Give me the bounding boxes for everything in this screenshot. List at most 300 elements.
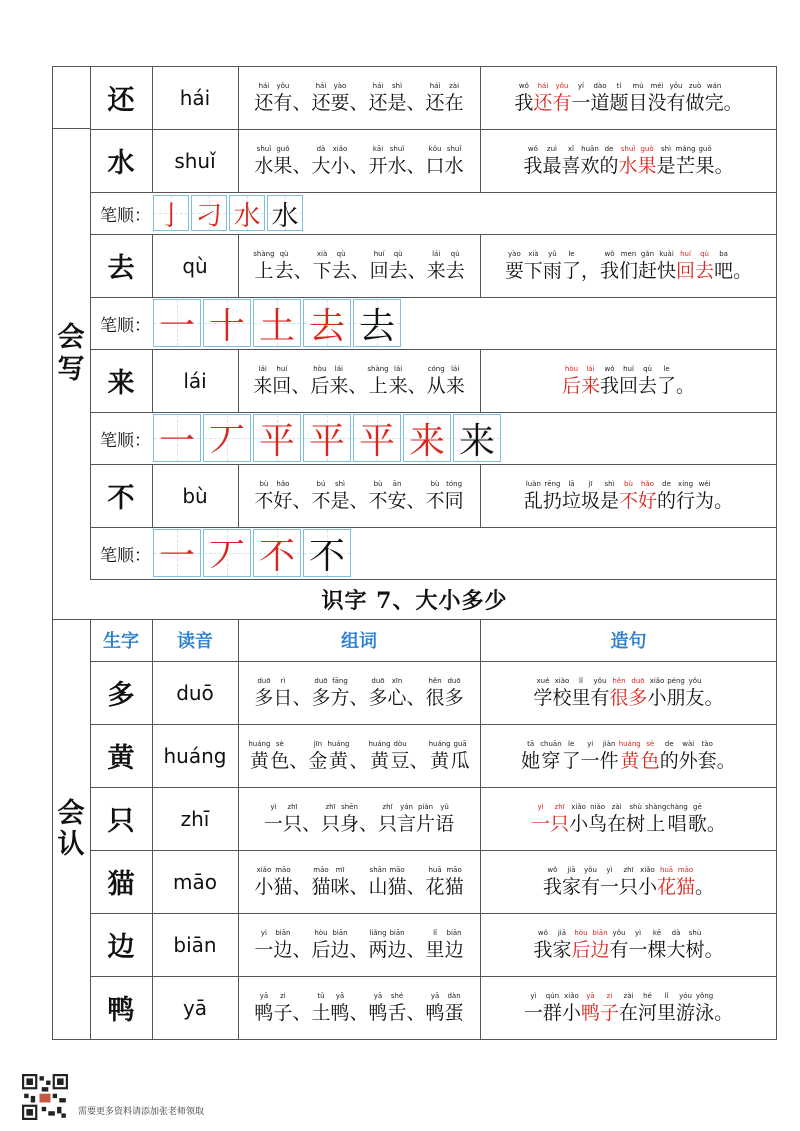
- ruby-char: [676, 991, 695, 1025]
- ruby-hanzi: 一: [531, 812, 551, 835]
- ruby-pinyin: wéi: [698, 479, 711, 488]
- ruby-hanzi: 黄: [620, 749, 640, 772]
- ruby-char: [600, 249, 619, 283]
- ruby-hanzi: 友: [685, 686, 705, 709]
- ruby-char: [426, 865, 445, 899]
- grid-line: [152, 619, 153, 1039]
- ruby-hanzi: 树: [685, 938, 705, 961]
- ruby-pinyin: xià: [316, 249, 328, 258]
- ruby-hanzi: 豆: [390, 749, 410, 772]
- ruby-hanzi: 回: [369, 259, 389, 282]
- ruby-pinyin: yì: [530, 991, 537, 1000]
- ruby-char: [445, 144, 464, 178]
- ruby-char: [552, 928, 571, 962]
- ruby-hanzi: 一: [628, 938, 648, 961]
- ruby-hanzi: 有: [666, 91, 686, 114]
- ruby-char: [600, 991, 619, 1025]
- ruby-pinyin: huí: [276, 364, 288, 373]
- ruby-hanzi: 吧: [714, 259, 734, 282]
- ruby-hanzi: 果: [273, 154, 293, 177]
- ruby-hanzi: 、: [292, 686, 312, 709]
- ruby-pinyin: piàn: [417, 802, 434, 811]
- sentence-cell: [480, 850, 777, 913]
- ruby-hanzi: 只: [618, 875, 638, 898]
- ruby-hanzi: 朋: [666, 686, 686, 709]
- ruby-char: [292, 865, 311, 899]
- ruby-char: [275, 249, 294, 283]
- ruby-char: [407, 928, 426, 962]
- ruby-char: [369, 479, 388, 513]
- ruby-char: [407, 676, 426, 710]
- section-title: 识字 7、大小多少: [321, 587, 508, 614]
- ruby-pinyin: le: [663, 364, 670, 373]
- ruby-char: [359, 802, 378, 836]
- ruby-line: [248, 739, 469, 773]
- ruby-char: [569, 802, 588, 836]
- ruby-char: [273, 479, 292, 513]
- ruby-char: [562, 865, 581, 899]
- ruby-pinyin: xiǎo: [640, 865, 655, 874]
- stroke-box: [253, 414, 301, 462]
- ruby-char: [638, 865, 657, 899]
- ruby-hanzi: 目: [628, 91, 648, 114]
- ruby-char: [581, 865, 600, 899]
- ruby-hanzi: 、: [289, 749, 309, 772]
- ruby-hanzi: 垃: [561, 489, 581, 512]
- sentence-cell: [480, 234, 777, 297]
- ruby-hanzi: 猫: [311, 875, 331, 898]
- ruby-char: [426, 676, 445, 710]
- ruby-char: [629, 676, 648, 710]
- ruby-pinyin: [725, 739, 727, 749]
- ruby-hanzi: 、: [406, 875, 426, 898]
- ruby-char: [389, 364, 408, 398]
- ruby-char: [581, 991, 600, 1025]
- ruby-pinyin: lái: [258, 364, 267, 373]
- ruby-line: [254, 81, 463, 115]
- ruby-hanzi: 黄: [249, 749, 269, 772]
- ruby-hanzi: 身: [339, 812, 359, 835]
- ruby-char: [348, 364, 367, 398]
- ruby-char: [369, 81, 388, 115]
- ruby-pinyin: xīn: [391, 676, 403, 685]
- ruby-char: [378, 802, 397, 836]
- stroke-box: [267, 195, 303, 231]
- ruby-hanzi: 棵: [647, 938, 667, 961]
- ruby-char: [349, 81, 368, 115]
- ruby-char: [445, 676, 464, 710]
- ruby-char: [540, 739, 561, 773]
- ruby-pinyin: māo: [275, 865, 291, 874]
- ruby-hanzi: 后: [561, 374, 581, 397]
- word-cell: [238, 234, 480, 297]
- ruby-pinyin: wǒ: [604, 364, 615, 373]
- ruby-hanzi: 还: [425, 91, 445, 114]
- ruby-hanzi: 、: [348, 374, 368, 397]
- ruby-hanzi: 、: [291, 374, 311, 397]
- ruby-hanzi: 泳: [695, 1001, 715, 1024]
- ruby-pinyin: yóu: [679, 991, 692, 1000]
- ruby-hanzi: 从: [426, 374, 446, 397]
- ruby-pinyin: [415, 928, 417, 938]
- ruby-pinyin: wán: [706, 81, 722, 90]
- ruby-pinyin: [300, 364, 302, 374]
- ruby-pinyin: sè: [646, 739, 655, 748]
- stroke-step: 丆: [208, 535, 245, 577]
- ruby-pinyin: yǒu: [593, 676, 607, 685]
- ruby-char: [562, 739, 581, 773]
- ruby-pinyin: lǐ: [579, 676, 583, 685]
- ruby-char: [533, 81, 552, 115]
- lesson-char: 还: [107, 85, 135, 116]
- ruby-char: [686, 928, 705, 962]
- ruby-line: [253, 364, 464, 398]
- ruby-pinyin: duō: [447, 676, 461, 685]
- ruby-hanzi: 、: [409, 749, 429, 772]
- ruby-char: [445, 865, 464, 899]
- ruby-hanzi: 鸭: [368, 1001, 388, 1024]
- ruby-pinyin: lái: [432, 249, 441, 258]
- ruby-hanzi: 行: [676, 489, 696, 512]
- ruby-pinyin: mù: [632, 81, 644, 90]
- ruby-pinyin: [358, 865, 360, 875]
- ruby-hanzi: 水: [254, 154, 274, 177]
- ruby-char: [619, 865, 638, 899]
- grid-line: [152, 66, 153, 129]
- header-sentence: 造句: [610, 631, 647, 652]
- ruby-char: [571, 81, 590, 115]
- ruby-char: [311, 479, 330, 513]
- ruby-char: [369, 865, 388, 899]
- ruby-hanzi: 。: [716, 749, 736, 772]
- ruby-pinyin: [722, 479, 724, 489]
- ruby-char: [676, 144, 696, 178]
- ruby-pinyin: [715, 802, 717, 812]
- ruby-char: [429, 739, 451, 773]
- ruby-hanzi: 一: [523, 1001, 543, 1024]
- ruby-char: [426, 928, 445, 962]
- ruby-char: [666, 802, 687, 836]
- ruby-pinyin: [358, 739, 360, 749]
- ruby-char: [397, 802, 416, 836]
- ruby-char: [330, 479, 349, 513]
- ruby-char: [609, 81, 628, 115]
- ruby-char: [590, 928, 609, 962]
- group-label-read: [52, 619, 90, 1039]
- ruby-char: [388, 928, 407, 962]
- ruby-hanzi: 题: [609, 91, 629, 114]
- stroke-box: [203, 299, 251, 347]
- stroke-box: [153, 529, 201, 577]
- ruby-line: [254, 991, 463, 1025]
- ruby-char: [619, 739, 641, 773]
- ruby-hanzi: 、: [349, 489, 369, 512]
- sentence-cell: [480, 913, 777, 976]
- group-label-write: [52, 128, 90, 579]
- ruby-char: [332, 249, 351, 283]
- ruby-hanzi: 扔: [542, 489, 562, 512]
- ruby-pinyin: guā: [453, 739, 467, 748]
- ruby-char: [676, 364, 695, 398]
- ruby-char: [543, 249, 562, 283]
- sentence-cell: [480, 66, 777, 129]
- ruby-char: [609, 928, 628, 962]
- grid-line: [52, 128, 90, 129]
- ruby-pinyin: kuài: [659, 249, 674, 258]
- ruby-pinyin: liǎng: [369, 928, 387, 937]
- ruby-pinyin: [358, 144, 360, 154]
- ruby-hanzi: 套: [697, 749, 717, 772]
- stroke-box: [203, 414, 251, 462]
- ruby-char: [581, 739, 600, 773]
- ruby-pinyin: [358, 676, 360, 686]
- ruby-char: [426, 991, 445, 1025]
- ruby-hanzi: 边: [590, 938, 610, 961]
- ruby-char: [733, 249, 752, 283]
- stroke-box: [153, 195, 189, 231]
- ruby-pinyin: duō: [371, 676, 385, 685]
- ruby-char: [283, 802, 302, 836]
- lesson-char: 水: [107, 148, 135, 179]
- ruby-hanzi: 上: [368, 374, 388, 397]
- ruby-pinyin: zhī: [325, 802, 336, 811]
- ruby-char: [311, 928, 330, 962]
- ruby-hanzi: 不: [618, 489, 638, 512]
- ruby-pinyin: [357, 364, 359, 374]
- ruby-char: [294, 249, 313, 283]
- ruby-hanzi: 多: [444, 686, 464, 709]
- ruby-hanzi: 小: [638, 875, 658, 898]
- ruby-pinyin: biān: [332, 928, 348, 937]
- ruby-hanzi: 大: [311, 154, 331, 177]
- ruby-pinyin: [722, 991, 724, 1001]
- ruby-char: [351, 249, 370, 283]
- ruby-char: [641, 739, 660, 773]
- ruby-line: [505, 249, 752, 283]
- ruby-hanzi: 同: [444, 489, 464, 512]
- ruby-hanzi: 小: [254, 875, 274, 898]
- ruby-char: [705, 928, 724, 962]
- ruby-hanzi: 在: [607, 812, 627, 835]
- ruby-hanzi: 有: [609, 938, 629, 961]
- ruby-hanzi: 、: [407, 374, 427, 397]
- stroke-box: [353, 299, 401, 347]
- ruby-hanzi: 、: [293, 259, 313, 282]
- ruby-pinyin: zhī: [623, 865, 634, 874]
- ruby-hanzi: 有: [552, 91, 572, 114]
- grid-line: [90, 619, 91, 1039]
- ruby-pinyin: xiǎo: [256, 865, 272, 874]
- ruby-pinyin: yì: [606, 865, 613, 874]
- ruby-hanzi: 语: [435, 812, 455, 835]
- ruby-pinyin: jiā: [557, 928, 567, 937]
- ruby-pinyin: tí: [616, 81, 622, 90]
- ruby-pinyin: shù: [688, 928, 702, 937]
- ruby-pinyin: hòu: [313, 364, 327, 373]
- ruby-hanzi: 后: [311, 938, 331, 961]
- ruby-hanzi: 去: [331, 259, 351, 282]
- ruby-pinyin: huáng: [368, 739, 391, 748]
- ruby-char: [619, 144, 638, 178]
- ruby-pinyin: hái: [537, 81, 549, 90]
- ruby-pinyin: biān: [446, 928, 462, 937]
- ruby-char: [330, 991, 349, 1025]
- grid-line: [152, 464, 153, 527]
- ruby-char: [435, 802, 454, 836]
- ruby-hanzi: 是: [330, 489, 350, 512]
- ruby-pinyin: hòu: [574, 928, 588, 937]
- ruby-char: [715, 144, 734, 178]
- ruby-char: [609, 676, 628, 710]
- ruby-hanzi: 了: [561, 749, 581, 772]
- ruby-pinyin: shàng: [645, 802, 667, 811]
- ruby-pinyin: de: [604, 144, 614, 153]
- ruby-char: [714, 479, 733, 513]
- ruby-hanzi: 学: [533, 686, 553, 709]
- ruby-char: [571, 676, 590, 710]
- ruby-hanzi: 小: [647, 686, 667, 709]
- ruby-pinyin: māo: [389, 865, 405, 874]
- ruby-char: [562, 991, 581, 1025]
- ruby-char: [388, 676, 407, 710]
- ruby-char: [370, 249, 389, 283]
- word-cell: [238, 129, 480, 192]
- ruby-pinyin: lái: [394, 364, 403, 373]
- ruby-pinyin: shuǐ: [620, 144, 636, 153]
- ruby-hanzi: 山: [368, 875, 388, 898]
- ruby-pinyin: [713, 928, 715, 938]
- ruby-hanzi: 来: [580, 374, 600, 397]
- ruby-pinyin: yā: [373, 991, 383, 1000]
- ruby-pinyin: bù: [373, 479, 383, 488]
- grid-line: [52, 66, 777, 67]
- ruby-char: [408, 249, 427, 283]
- ruby-pinyin: guǒ: [640, 144, 654, 153]
- ruby-char: [270, 739, 289, 773]
- ruby-hanzi: 、: [406, 938, 426, 961]
- ruby-pinyin: hǎo: [276, 479, 290, 488]
- ruby-hanzi: 水: [444, 154, 464, 177]
- ruby-hanzi: 开: [368, 154, 388, 177]
- ruby-hanzi: 一: [254, 938, 274, 961]
- ruby-char: [667, 676, 686, 710]
- ruby-pinyin: hěn: [428, 676, 442, 685]
- ruby-hanzi: 日: [273, 686, 293, 709]
- header-char: 生字: [103, 631, 139, 652]
- ruby-hanzi: 河: [638, 1001, 658, 1024]
- ruby-hanzi: 、: [292, 938, 312, 961]
- lesson-pinyin: duō: [176, 680, 214, 705]
- ruby-line: [254, 928, 463, 962]
- ruby-char: [676, 479, 695, 513]
- ruby-hanzi: 去: [274, 259, 294, 282]
- ruby-pinyin: shì: [392, 81, 403, 90]
- ruby-hanzi: 不: [311, 489, 331, 512]
- ruby-char: [388, 144, 407, 178]
- ruby-hanzi: 的: [659, 749, 679, 772]
- stroke-step: 平: [308, 420, 345, 462]
- ruby-pinyin: yào: [508, 249, 521, 258]
- ruby-char: [600, 739, 619, 773]
- ruby-pinyin: máng: [675, 144, 696, 153]
- word-cell: [238, 787, 480, 850]
- ruby-hanzi: 外: [678, 749, 698, 772]
- ruby-char: [291, 364, 310, 398]
- stroke-box: [303, 529, 351, 577]
- ruby-char: [695, 249, 714, 283]
- ruby-pinyin: [298, 739, 300, 749]
- ruby-char: [514, 81, 533, 115]
- ruby-hanzi: 子: [273, 1001, 293, 1024]
- grid-line: [90, 66, 91, 579]
- ruby-char: [407, 81, 426, 115]
- ruby-hanzi: 一: [599, 875, 619, 898]
- ruby-hanzi: 件: [599, 749, 619, 772]
- ruby-char: [327, 739, 349, 773]
- ruby-pinyin: xiǎo: [332, 144, 348, 153]
- ruby-hanzi: 我: [523, 154, 543, 177]
- ruby-char: [599, 144, 618, 178]
- ruby-pinyin: chàng: [666, 802, 688, 811]
- ruby-hanzi: 鸭: [330, 1001, 350, 1024]
- ruby-pinyin: lái: [586, 364, 595, 373]
- ruby-hanzi: 片: [416, 812, 436, 835]
- stroke-step: 一: [158, 305, 195, 347]
- stroke-box: [353, 414, 401, 462]
- ruby-char: [391, 739, 410, 773]
- ruby-char: [686, 81, 705, 115]
- ruby-line: [253, 249, 464, 283]
- grid-line: [238, 129, 239, 192]
- grid-line: [238, 234, 239, 297]
- ruby-pinyin: huí: [680, 249, 691, 258]
- ruby-char: [552, 81, 571, 115]
- ruby-hanzi: 方: [330, 686, 350, 709]
- ruby-pinyin: qù: [279, 249, 289, 258]
- ruby-hanzi: 。: [706, 812, 726, 835]
- ruby-pinyin: yǒu: [555, 81, 569, 90]
- ruby-pinyin: huā: [428, 865, 442, 874]
- grid-line: [480, 234, 481, 297]
- ruby-char: [408, 364, 427, 398]
- ruby-pinyin: yì: [270, 802, 277, 811]
- ruby-hanzi: 、: [292, 875, 312, 898]
- ruby-pinyin: xiǎo: [571, 802, 586, 811]
- ruby-char: [389, 249, 408, 283]
- ruby-char: [349, 739, 368, 773]
- ruby-char: [717, 739, 736, 773]
- stroke-step: 去: [358, 305, 395, 347]
- ruby-pinyin: [684, 364, 686, 374]
- ruby-pinyin: māo: [313, 865, 329, 874]
- stroke-step: 水: [233, 200, 261, 232]
- ruby-pinyin: lái: [334, 364, 343, 373]
- ruby-hanzi: 在: [444, 91, 464, 114]
- ruby-char: [724, 81, 743, 115]
- ruby-hanzi: 的: [657, 489, 677, 512]
- ruby-hanzi: 喜: [561, 154, 581, 177]
- ruby-char: [505, 249, 524, 283]
- ruby-pinyin: yì: [634, 928, 642, 937]
- group-label-char: 写: [57, 353, 85, 385]
- ruby-pinyin: qún: [545, 991, 560, 1000]
- ruby-pinyin: gǎn: [640, 249, 655, 258]
- ruby-char: [638, 991, 657, 1025]
- stroke-step: 土: [258, 305, 295, 347]
- ruby-line: [254, 144, 463, 178]
- ruby-char: [349, 479, 368, 513]
- ruby-pinyin: wǒ: [604, 249, 615, 258]
